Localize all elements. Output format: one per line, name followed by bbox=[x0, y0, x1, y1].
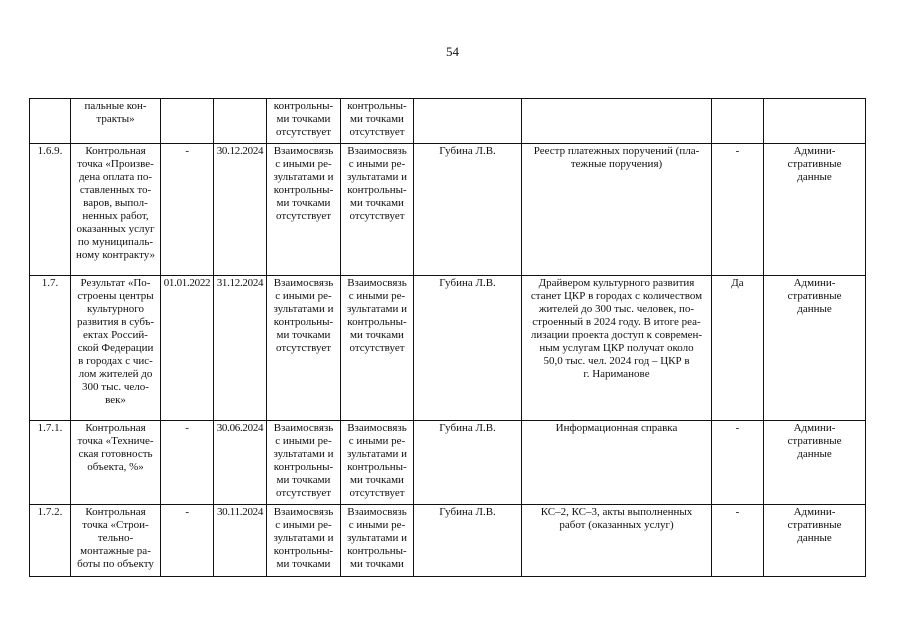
page-number: 54 bbox=[446, 44, 459, 59]
cell-link-results: Взаимосвязь с иными ре- зультатами и контрольны- ми точками отсутствует bbox=[267, 421, 341, 505]
cell-end-date: 30.12.2024 bbox=[214, 144, 267, 276]
cell-start-date: 01.01.2022 bbox=[161, 276, 214, 421]
cell-data-source: Админи- стративные данные bbox=[764, 144, 866, 276]
table-row bbox=[30, 505, 866, 577]
cell-sign: - bbox=[712, 421, 764, 505]
cell-responsible: Губина Л.В. bbox=[414, 505, 522, 577]
cell-start-date bbox=[161, 99, 214, 144]
cell-link-results: Взаимосвязь с иными ре- зультатами и контрольны- ми точками отсутствует bbox=[267, 144, 341, 276]
cell-name: пальные кон- тракты» bbox=[71, 99, 161, 144]
cell-number bbox=[30, 99, 71, 144]
cell-responsible: Губина Л.В. bbox=[414, 144, 522, 276]
cell-number: 1.7.1. bbox=[30, 421, 71, 505]
cell-name: Результат «По- строены центры культурного развития в субъ- ектах Россий- ской Федерации в городах с чис- лом жителей до 300 тыс. чело- век» bbox=[71, 276, 161, 421]
cell-start-date: - bbox=[161, 421, 214, 505]
cell-number: 1.7.2. bbox=[30, 505, 71, 577]
cell-link-points: Взаимосвязь с иными ре- зультатами и контрольны- ми точками отсутствует bbox=[341, 276, 414, 421]
cell-link-points: контрольны- ми точками отсутствует bbox=[341, 99, 414, 144]
cell-link-results: Взаимосвязь с иными ре- зультатами и контрольны- ми точками bbox=[267, 505, 341, 577]
cell-link-points: Взаимосвязь с иными ре- зультатами и контрольны- ми точками отсутствует bbox=[341, 421, 414, 505]
cell-data-source: Админи- стративные данные bbox=[764, 276, 866, 421]
cell-end-date: 31.12.2024 bbox=[214, 276, 267, 421]
cell-number: 1.6.9. bbox=[30, 144, 71, 276]
cell-end-date bbox=[214, 99, 267, 144]
cell-sign bbox=[712, 99, 764, 144]
cell-responsible: Губина Л.В. bbox=[414, 276, 522, 421]
cell-evidence bbox=[522, 99, 712, 144]
cell-evidence: Драйвером культурного развития станет ЦКР в городах с количеством жителей до 300 тыс. человек, по- строенный в 2024 году. В итоге реа- лизации проекта доступ к современ- ным услугам ЦКР получат около 50,0 тыс. чел. 2024 год – ЦКР в г. Нариманове bbox=[522, 276, 712, 421]
cell-name: Контрольная точка «Строи- тельно- монтажные ра- боты по объекту bbox=[71, 505, 161, 577]
control-points-table bbox=[29, 98, 866, 577]
cell-data-source: Админи- стративные данные bbox=[764, 505, 866, 577]
cell-sign: Да bbox=[712, 276, 764, 421]
cell-evidence: Реестр платежных поручений (пла- тежные поручения) bbox=[522, 144, 712, 276]
cell-name: Контрольная точка «Техниче- ская готовность объекта, %» bbox=[71, 421, 161, 505]
cell-evidence: КС–2, КС–3, акты выполненных работ (оказанных услуг) bbox=[522, 505, 712, 577]
cell-start-date: - bbox=[161, 505, 214, 577]
cell-responsible: Губина Л.В. bbox=[414, 421, 522, 505]
cell-link-results: Взаимосвязь с иными ре- зультатами и контрольны- ми точками отсутствует bbox=[267, 276, 341, 421]
table-row bbox=[30, 421, 866, 505]
cell-data-source bbox=[764, 99, 866, 144]
cell-link-points: Взаимосвязь с иными ре- зультатами и контрольны- ми точками отсутствует bbox=[341, 144, 414, 276]
cell-evidence: Информационная справка bbox=[522, 421, 712, 505]
cell-name: Контрольная точка «Произве- дена оплата по- ставленных то- варов, выпол- ненных работ, оказанных услуг по муниципаль- ному контракту» bbox=[71, 144, 161, 276]
cell-end-date: 30.06.2024 bbox=[214, 421, 267, 505]
cell-start-date: - bbox=[161, 144, 214, 276]
table-row bbox=[30, 99, 866, 144]
cell-sign: - bbox=[712, 144, 764, 276]
table-row bbox=[30, 276, 866, 421]
cell-end-date: 30.11.2024 bbox=[214, 505, 267, 577]
cell-link-points: Взаимосвязь с иными ре- зультатами и контрольны- ми точками bbox=[341, 505, 414, 577]
cell-link-results: контрольны- ми точками отсутствует bbox=[267, 99, 341, 144]
cell-number: 1.7. bbox=[30, 276, 71, 421]
cell-data-source: Админи- стративные данные bbox=[764, 421, 866, 505]
table-row bbox=[30, 144, 866, 276]
cell-sign: - bbox=[712, 505, 764, 577]
cell-responsible bbox=[414, 99, 522, 144]
